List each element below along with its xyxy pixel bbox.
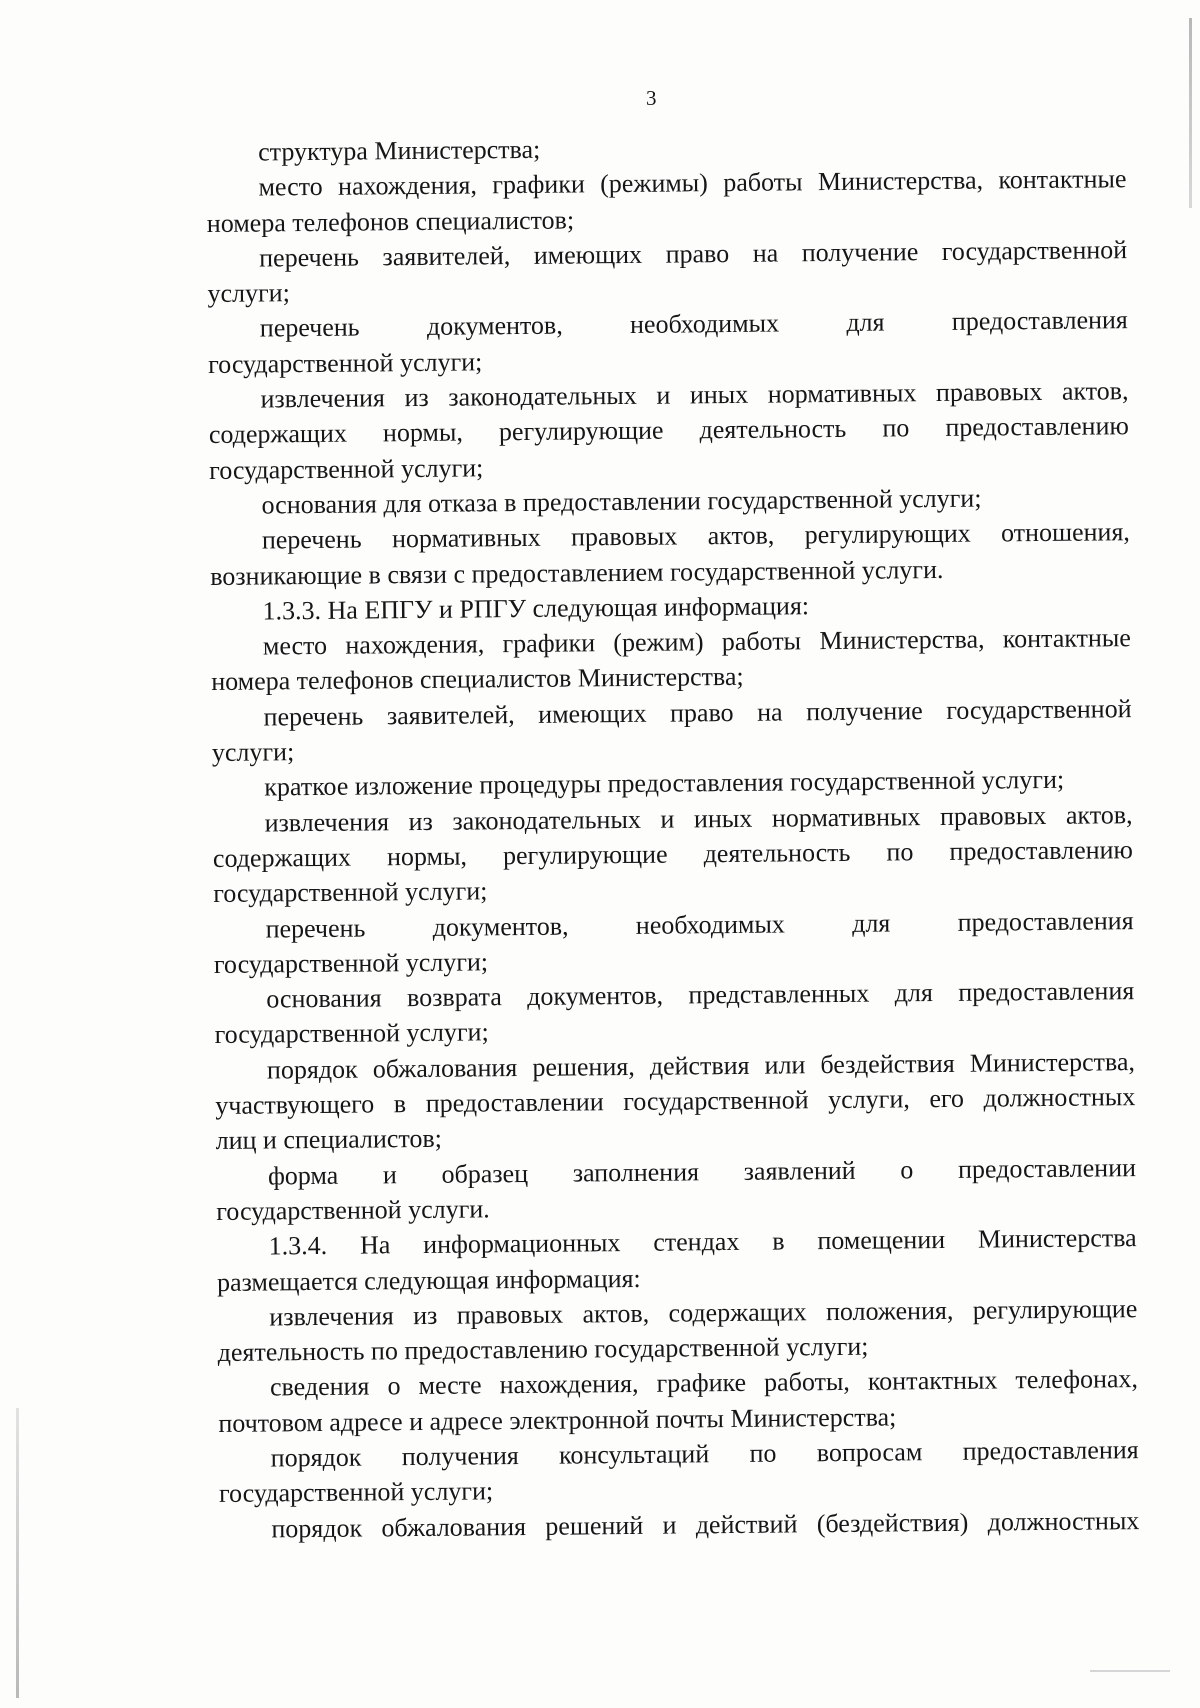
text-line: структура Министерства; [258,134,541,167]
text-line: номера телефонов специалистов Министерства; [211,662,744,697]
text-line: содержащих нормы, регулирующие деятельность по предоставлению [208,411,1129,450]
text-line: перечень документов, необходимых для предоставления [259,305,1128,343]
text-line: почтовом адресе и адресе электронной почты Министерства; [218,1402,897,1438]
text-line: государственной услуги; [214,1017,489,1050]
text-line: услуги; [211,737,295,768]
text-line: форма и образец заполнения заявлений о предоставлении [267,1152,1137,1191]
text-line: извлечения из законодательных и иных нормативных правовых актов, [264,799,1133,838]
text-line: перечень нормативных правовых актов, регулирующих отношения, [261,517,1130,555]
scan-mark-artifact [1090,1670,1170,1672]
text-line: основания для отказа в предоставлении государственной услуги; [261,483,982,520]
text-line: номера телефонов специалистов; [206,205,575,238]
text-line: извлечения из правовых актов, содержащих положения, регулирующие [269,1293,1138,1332]
text-line: государственной услуги; [213,947,489,979]
text-line: государственной услуги; [218,1476,494,1509]
text-line: перечень документов, необходимых для предоставления [265,905,1134,943]
text-line: государственной услуги; [209,453,484,485]
text-line: размещается следующая информация: [216,1263,641,1297]
text-line: перечень заявителей, имеющих право на получение государственной [263,693,1132,732]
text-line: возникающие в связи с предоставлением государственной услуги. [210,554,944,591]
text-line: место нахождения, графики (режим) работы Министерства, контактные [262,623,1132,661]
text-line: государственной услуги; [213,876,488,909]
text-line: лиц и специалистов; [215,1124,443,1156]
page-number: 3 [646,86,657,110]
text-line: 1.3.3. На ЕПГУ и РПГУ следующая информация: [262,591,810,626]
text-line: государственной услуги; [208,347,483,379]
text-line: содержащих нормы, регулирующие деятельность по предоставлению [212,835,1134,873]
text-line: порядок обжалования решений и действий (бездействия) должностных [271,1505,1140,1544]
document-body [206,126,1140,1547]
text-line: государственной услуги. [216,1194,490,1226]
text-line: участвующего в предоставлении государственной услуги, его должностных [215,1082,1136,1120]
text-line: 1.3.4. На информационных стендах в помещении Министерства [268,1223,1137,1261]
text-line: краткое изложение процедуры предоставления государственной услуги; [264,765,1065,802]
text-line: место нахождения, графики (режимы) работы Министерства, контактные [258,164,1127,202]
scan-edge-artifact [16,1408,19,1698]
scan-edge-artifact [1189,18,1192,208]
text-line: деятельность по предоставлению государственной услуги; [217,1331,869,1368]
text-line: порядок обжалования решения, действия или бездействия Министерства, [266,1046,1136,1085]
text-line: порядок получения консультаций по вопросам предоставления [270,1435,1139,1473]
text-line: сведения о месте нахождения, графике работы, контактных телефонах, [269,1364,1139,1402]
text-line: перечень заявителей, имеющих право на получение государственной [259,235,1128,273]
text-line: услуги; [207,278,290,309]
text-line: извлечения из законодательных и иных нормативных правовых актов, [260,376,1129,414]
text-line: основания возврата документов, представленных для предоставления [266,976,1135,1014]
